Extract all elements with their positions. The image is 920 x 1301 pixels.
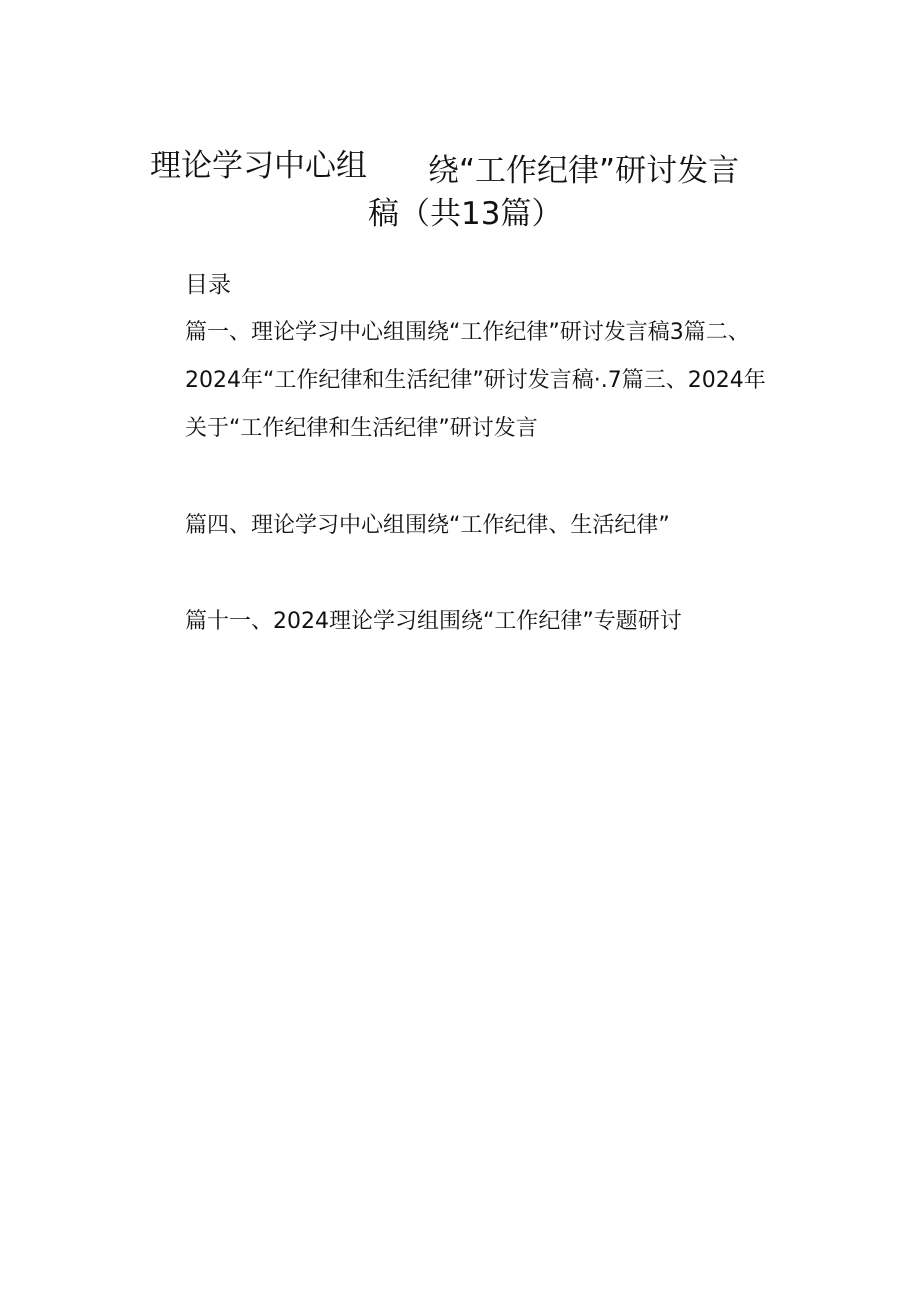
toc-line-3[interactable]: 关于“工作纪律和生活纪律”研讨发言 [185, 416, 538, 441]
toc-line-1[interactable]: 篇一、理论学习中心组围绕“工作纪律”研讨发言稿3篇二、 [185, 320, 750, 345]
toc-line-5[interactable]: 篇十一、2024理论学习组围绕“工作纪律”专题研讨 [185, 609, 682, 634]
document-title-part-2: 绕“工作纪律”研讨发言 [428, 153, 740, 189]
toc-heading: 目录 [185, 272, 231, 298]
document-title-part-1: 理论学习中心组 [150, 148, 367, 184]
document-title-part-3: 稿（共13篇） [368, 196, 563, 232]
toc-line-4[interactable]: 篇四、理论学习中心组围绕“工作纪律、生活纪律” [185, 513, 670, 538]
toc-line-2[interactable]: 2024年“工作纪律和生活纪律”研讨发言稿·.7篇三、2024年 [185, 368, 766, 393]
